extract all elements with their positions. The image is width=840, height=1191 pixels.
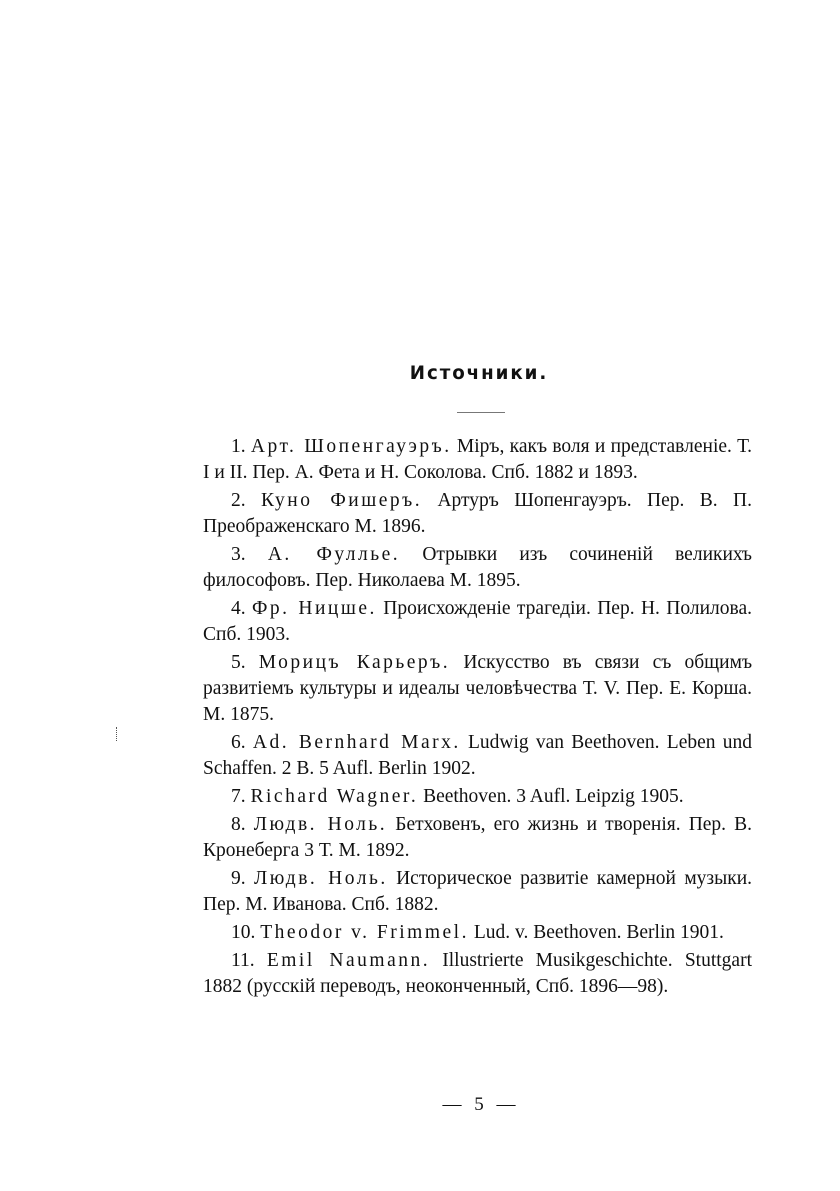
bibliography-entry bbox=[203, 434, 752, 486]
entry-text: Артуръ Шопенгауэръ. Пер. В. П. Преображенскаго М. 1896. bbox=[203, 490, 753, 537]
entry-text: Историческое развитіе камерной музыки. Пер. М. Иванова. Спб. 1882. bbox=[203, 868, 753, 915]
entry-text: Beethoven. 3 Aufl. Leipzig 1905. bbox=[423, 786, 684, 807]
entry-number: 7. bbox=[231, 786, 246, 807]
entry-text: Искусство въ связи съ общимъ развитіемъ культуры и идеалы человѣчества Т. V. Пер. Е. Корша. М. 1875. bbox=[203, 652, 753, 725]
entry-author: Морицъ Карьеръ. bbox=[258, 652, 451, 673]
bibliography-entry bbox=[203, 730, 752, 782]
margin-mark bbox=[116, 727, 119, 741]
entry-author: Ad. Bernhard Marx. bbox=[252, 732, 461, 753]
entry-number: 1. bbox=[231, 436, 246, 457]
entry-author: Фр. Ницше. bbox=[252, 598, 377, 619]
entry-text: Отрывки изъ сочиненій великихъ философовъ. Пер. Николаева М. 1895. bbox=[203, 544, 753, 591]
entry-text: Происхожденіе трагедіи. Пер. Н. Полилова. Спб. 1903. bbox=[203, 598, 752, 645]
bibliography-entry bbox=[203, 866, 752, 918]
entry-text: Lud. v. Beethoven. Berlin 1901. bbox=[473, 922, 724, 943]
entry-number: 6. bbox=[231, 732, 246, 753]
entry-number: 5. bbox=[231, 652, 246, 673]
bibliography-entry bbox=[203, 542, 752, 594]
entry-text: Illustrierte Musikgeschichte. Stuttgart 1882 (русскій переводъ, неоконченный, Спб. 1896—98). bbox=[203, 950, 752, 997]
bibliography-entry bbox=[203, 920, 752, 946]
entry-number: 2. bbox=[231, 490, 246, 511]
bibliography-entry bbox=[203, 650, 752, 728]
entry-author: Куно Фишеръ. bbox=[261, 490, 423, 511]
entry-number: 9. bbox=[231, 868, 246, 889]
entry-author: А. Фуллье. bbox=[267, 544, 401, 565]
page-number: — 5 — bbox=[442, 1094, 520, 1115]
entry-author: Людв. Ноль. bbox=[253, 814, 388, 835]
entry-number: 11. bbox=[231, 950, 255, 971]
bibliography-entry bbox=[203, 596, 752, 648]
entry-text: Бетховенъ, его жизнь и творенія. Пер. В. Кронеберга 3 Т. М. 1892. bbox=[203, 814, 753, 861]
bibliography-entry bbox=[203, 488, 752, 540]
entry-author: Людв. Ноль. bbox=[253, 868, 388, 889]
page-title: Источники. bbox=[409, 362, 549, 384]
bibliography-list bbox=[203, 434, 752, 1002]
entry-text: Міръ, какъ воля и представленіе. Т. I и II. Пер. А. Фета и Н. Соколова. Спб. 1882 и 1893. bbox=[203, 436, 753, 483]
entry-number: 4. bbox=[231, 598, 246, 619]
bibliography-entry bbox=[203, 812, 752, 864]
entry-author: Арт. Шопенгауэръ. bbox=[250, 436, 452, 457]
entry-author: Emil Naumann. bbox=[266, 950, 431, 971]
entry-number: 8. bbox=[231, 814, 246, 835]
entry-author: Theodor v. Frimmel. bbox=[260, 922, 469, 943]
entry-number: 10. bbox=[231, 922, 256, 943]
bibliography-entry bbox=[203, 784, 752, 810]
entry-number: 3. bbox=[231, 544, 246, 565]
title-rule bbox=[457, 412, 505, 413]
bibliography-entry bbox=[203, 948, 752, 1000]
entry-text: Ludwig van Beethoven. Leben und Schaffen. 2 B. 5 Aufl. Berlin 1902. bbox=[203, 732, 753, 779]
entry-author: Richard Wagner. bbox=[250, 786, 419, 807]
